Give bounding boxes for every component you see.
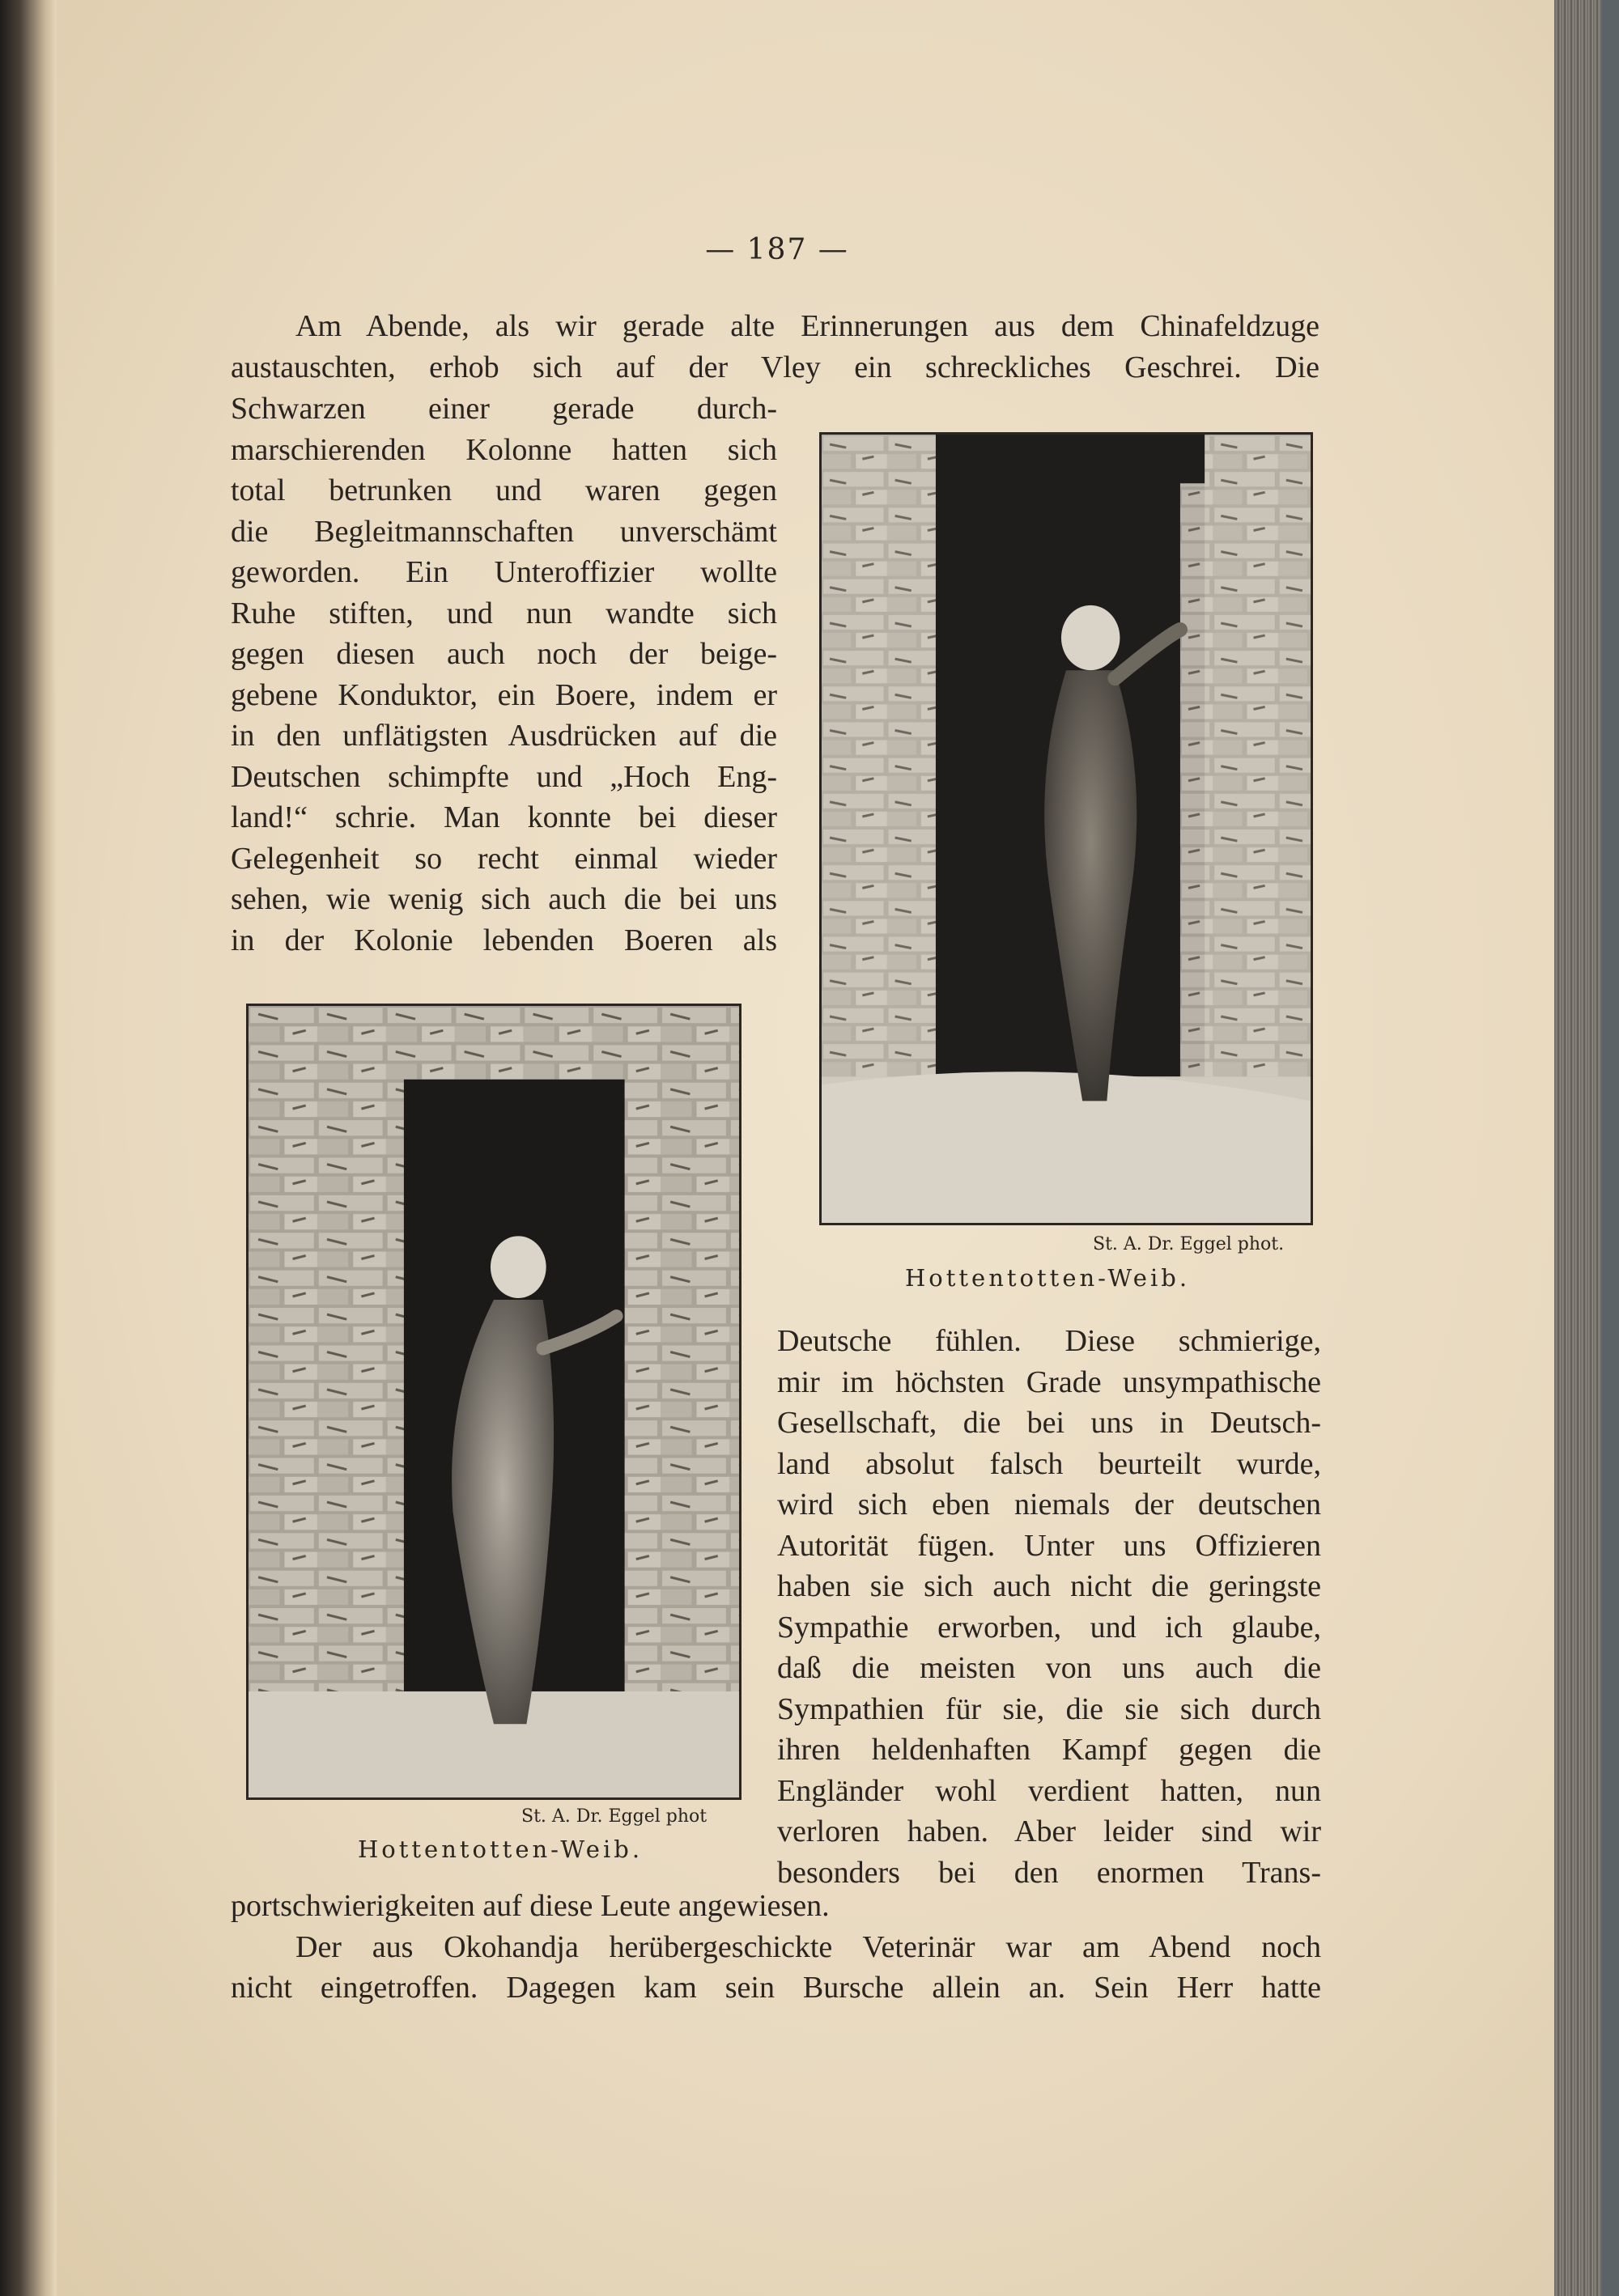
text-line: wird sich eben niemals der deutschen xyxy=(777,1488,1321,1521)
text-line: Engländer wohl verdient hatten, nun xyxy=(777,1773,1321,1808)
photo-image xyxy=(822,435,1311,1223)
text-line: in der Kolonie lebenden Boeren als xyxy=(231,923,777,957)
text-line: mir im höchsten Grade unsympathische xyxy=(777,1364,1321,1399)
text-line: Sympathien für sie, die sie sich durch xyxy=(777,1691,1321,1726)
book-cover-edge xyxy=(1601,0,1619,2296)
text-line: portschwierigkeiten auf diese Leute angewiesen. xyxy=(231,1889,830,1923)
figure-caption: Hottentotten-Weib. xyxy=(358,1836,644,1863)
figure-photo-doorway-standing xyxy=(819,432,1313,1225)
text-line: total betrunken und waren gegen xyxy=(231,473,777,507)
figure-caption: Hottentotten-Weib. xyxy=(905,1264,1191,1292)
text-line: nicht eingetroffen. Dagegen kam sein Bursche allein an. Sein Herr hatte xyxy=(231,1971,1321,2005)
text-line: land absolut falsch beurteilt wurde, xyxy=(777,1446,1321,1481)
book-gutter xyxy=(0,0,57,2296)
text-line: die Begleitmannschaften unverschämt xyxy=(231,514,777,549)
right-text-column xyxy=(777,1321,1321,1893)
opening-paragraph xyxy=(231,306,1319,388)
text-line: Ruhe stiften, und nun wandte sich xyxy=(231,596,777,630)
text-line: marschierenden Kolonne hatten sich xyxy=(231,432,777,467)
text-line: Deutsche fühlen. Diese schmierige, xyxy=(777,1324,1321,1358)
text-line: Sympathie erworben, und ich glaube, xyxy=(777,1610,1321,1645)
text-line: in den unflätigsten Ausdrücken auf die xyxy=(231,719,777,753)
photo-image xyxy=(249,1006,739,1797)
text-line: besonders bei den enormen Trans- xyxy=(777,1855,1321,1890)
text-line: verloren haben. Aber leider sind wir xyxy=(777,1814,1321,1848)
text-line: gebene Konduktor, ein Boere, indem er xyxy=(231,677,777,712)
page-number: — 187 — xyxy=(705,233,849,266)
text-line: gegen diesen auch noch der beige- xyxy=(231,637,777,671)
text-line: Der aus Okohandja herübergeschickte Veterinär war am Abend noch xyxy=(295,1929,1321,1964)
photo-credit: St. A. Dr. Eggel phot. xyxy=(1093,1234,1285,1254)
text-line: daß die meisten von uns auch die xyxy=(777,1651,1321,1685)
text-line: haben sie sich auch nicht die geringste xyxy=(777,1569,1321,1603)
text-line: land!“ schrie. Man konnte bei dieser xyxy=(231,800,777,834)
closing-text xyxy=(231,1886,1321,2009)
left-text-column xyxy=(231,388,777,961)
text-line: Schwarzen einer gerade durch- xyxy=(231,392,777,426)
text-line: geworden. Ein Unteroffizier wollte xyxy=(231,555,777,589)
text-line: Gelegenheit so recht einmal wieder xyxy=(231,841,777,876)
photo-credit: St. A. Dr. Eggel phot xyxy=(521,1806,708,1827)
text-line: sehen, wie wenig sich auch die bei uns xyxy=(231,882,777,916)
text-line: Autorität fügen. Unter uns Offizieren xyxy=(777,1528,1321,1563)
text-line: Gesellschaft, die bei uns in Deutsch- xyxy=(777,1406,1321,1440)
figure-photo-doorway-profile xyxy=(246,1004,742,1800)
text-line: ihren heldenhaften Kampf gegen die xyxy=(777,1733,1321,1767)
opening-paragraph-text: Am Abende, als wir gerade alte Erinnerungen aus dem Chinafeldzuge austauschten, erhob sich auf der Vley ein schreckliches Geschrei. Die xyxy=(231,309,1319,384)
text-line: Deutschen schimpfte und „Hoch Eng- xyxy=(231,759,777,794)
